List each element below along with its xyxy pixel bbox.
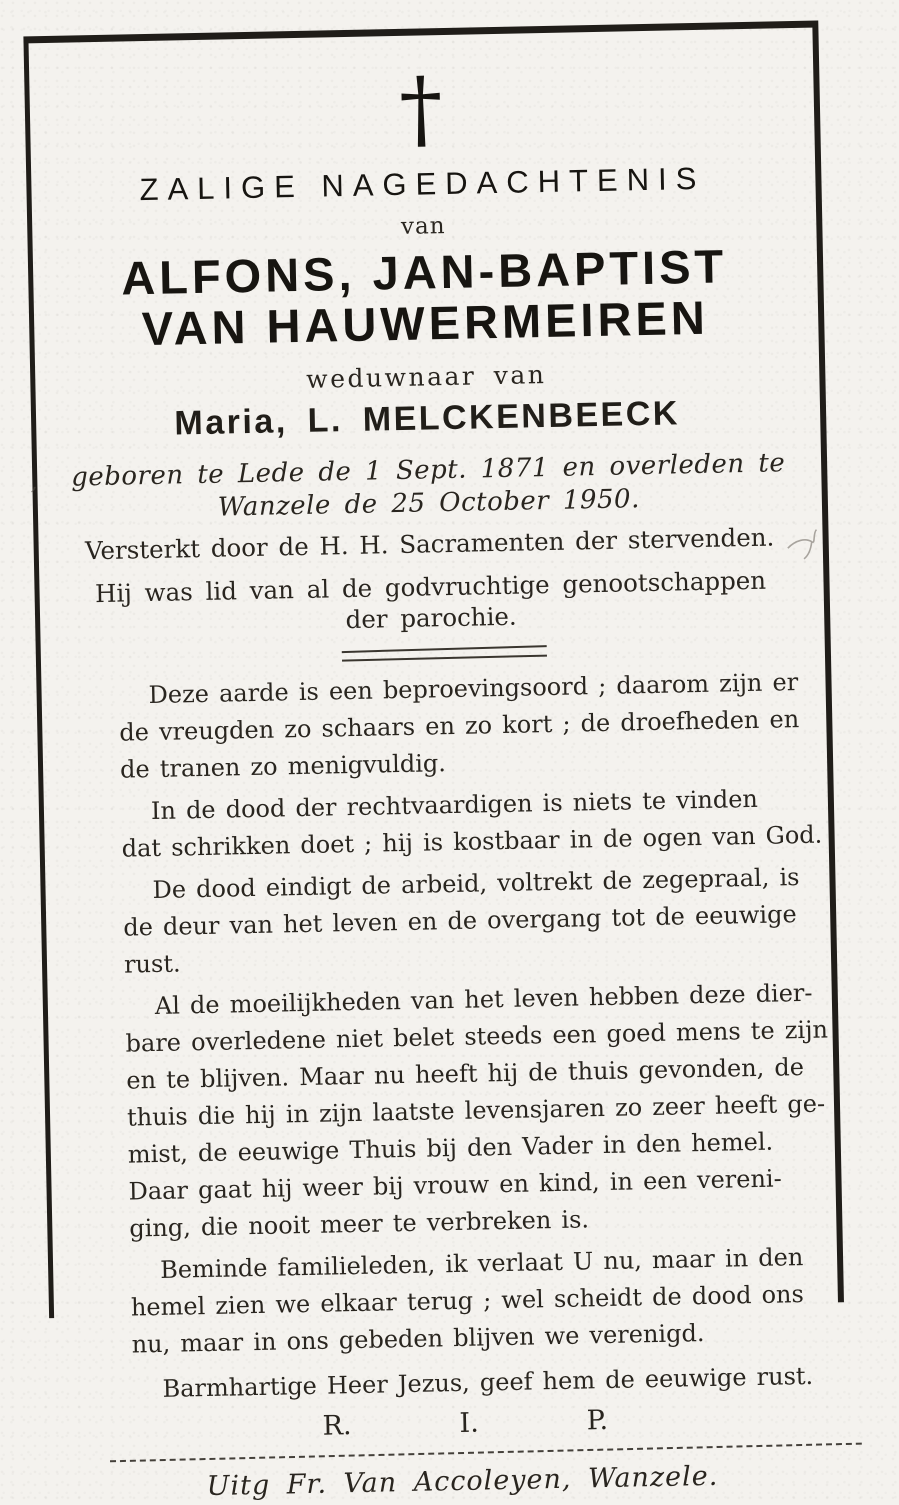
scan-artifact-mark: ,	[30, 470, 38, 496]
relation-label: weduwnaar van	[305, 359, 547, 394]
body-paragraph-3: De dood eindigt de arbeid, voltrekt de zegepraal, is de deur van het leven en de overgang tot de eeuwige rust.	[123, 862, 800, 979]
cross-icon: †	[398, 59, 444, 160]
memorial-title: ZALIGE NAGEDACHTENIS	[139, 160, 706, 208]
sacraments-line: Versterkt door de H. H. Sacramenten der stervenden.	[84, 521, 775, 565]
rip-r: R.	[322, 1409, 352, 1442]
memorial-text-block	[118, 663, 829, 1408]
publisher-line: Uitg Fr. Van Accoleyen, Wanzele.	[206, 1460, 719, 1502]
body-paragraph-2: In de dood der rechtvaardigen is niets te vinden dat schrikken doet ; hij is kostbaar in de ogen van God.	[121, 784, 823, 863]
body-paragraph-4: Al de moeilijkheden van het leven hebben deze dier- bare overledene niet belet steeds een goed mens te zijn en te blijven. Maar nu heeft hij de thuis gevonden, de thuis die hij in zijn laatste levensjaren zo zeer heeft ge- mist, de eeuwige Thuis bij den Vader in den hemel. Daar gaat hij weer bij vrouw en kind, in een vereni- ging, die nooit meer te verbreken is.	[125, 978, 829, 1243]
card-content	[9, 0, 859, 1505]
prayer-line: Barmhartige Heer Jezus, geef hem de eeuwige rust.	[162, 1361, 814, 1403]
deceased-name-line1: ALFONS, JAN-BAPTIST	[120, 239, 728, 305]
membership-lines: Hij was lid van al de godvruchtige genootschappen der parochie.	[94, 565, 767, 634]
deceased-name-line2: VAN HAUWERMEIREN	[141, 290, 710, 355]
body-paragraph-1: Deze aarde is een beproevingsoord ; daarom zijn er de vreugden zo schaars en zo kort ; de droefheden en de tranen zo menigvuldig.	[119, 667, 800, 784]
rip-p: P.	[586, 1404, 609, 1436]
body-paragraph-5: Beminde familieleden, ik verlaat U nu, maar in den hemel zien we elkaar terug ; wel scheidt de dood ons nu, maar in ons gebeden blijven we verenigd.	[130, 1242, 805, 1359]
birth-death-dates: geboren te Lede de 1 Sept. 1871 en overleden te Wanzele de 25 October 1950.	[70, 447, 786, 523]
rip-i: I.	[459, 1407, 480, 1439]
memorial-of-label: van	[400, 213, 446, 240]
spouse-name: Maria, L. MELCKENBEECK	[174, 393, 681, 442]
double-rule-divider	[341, 645, 546, 662]
